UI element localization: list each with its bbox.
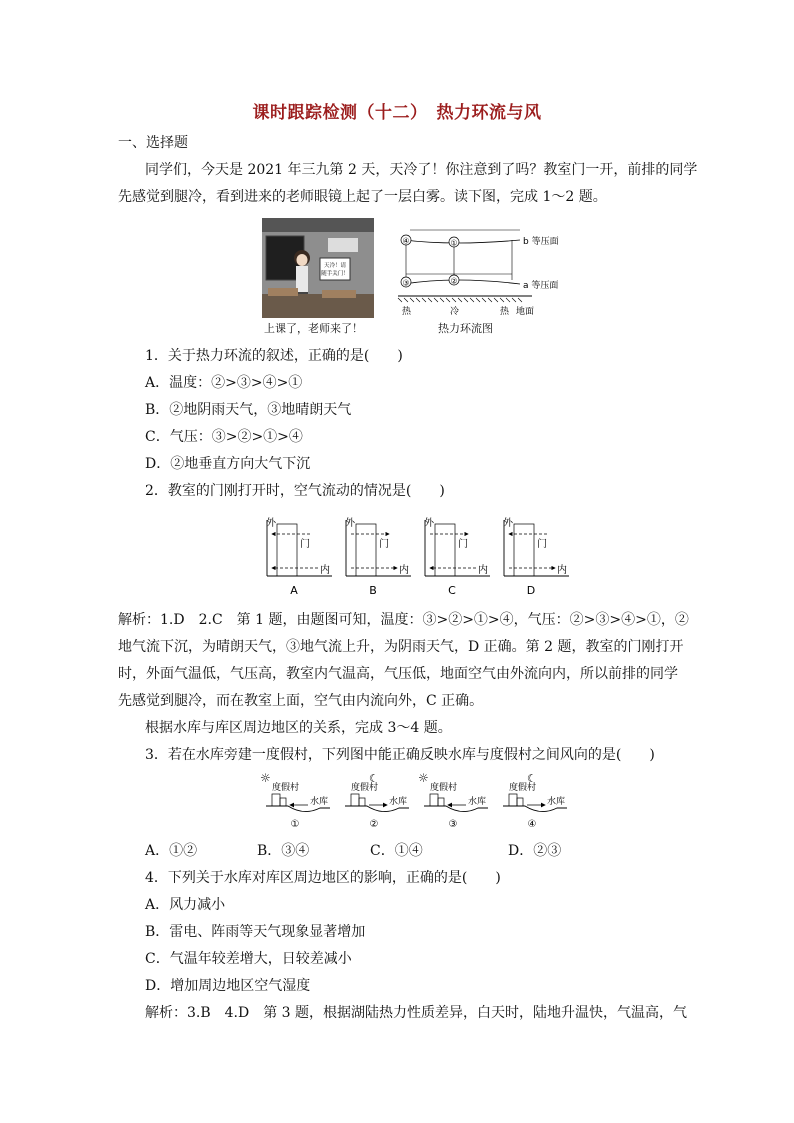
figure-1 (262, 218, 582, 338)
q3-option-b: B．③④ (257, 843, 310, 859)
figure-3 (258, 770, 578, 832)
analysis-1-line-4: 先感觉到腿冷，而在教室上面，空气由内流向外，C 正确。 (118, 693, 484, 709)
circle-3: ③ (402, 278, 410, 288)
q2-stem: 2．教室的门刚打开时，空气流动的情况是( ) (145, 483, 445, 499)
label-cold: 冷 (450, 307, 460, 317)
q1-option-d: D．②地垂直方向大气下沉 (145, 456, 311, 472)
q1-stem: 1．关于热力环流的叙述，正确的是( ) (145, 348, 403, 364)
label-door: 门 (537, 539, 547, 550)
diagram-letter: D (526, 584, 536, 597)
analysis-1-line-2: 地气流下沉，为晴朗天气，③地气流上升，为阴雨天气，D 正确。第 2 题，教室的门刚打开 (118, 639, 684, 655)
label-village: 度假村 (351, 783, 379, 793)
label-hot-2: 热 (500, 307, 510, 317)
circle-2: ② (450, 276, 458, 286)
label-reservoir: 水库 (389, 797, 408, 807)
label-reservoir: 水库 (310, 797, 329, 807)
label-door: 门 (379, 539, 389, 550)
sign-text-1: 天冷！请 (323, 263, 347, 269)
label-isobar-b: b 等压面 (523, 237, 559, 247)
q4-option-c: C．气温年较差增大，日较差减小 (145, 951, 352, 967)
label-inside: 内 (557, 565, 567, 576)
label-hot-1: 热 (402, 307, 412, 317)
building (509, 794, 517, 806)
sun-icon: ☼ (418, 771, 429, 785)
label-outside: 外 (503, 518, 513, 529)
diagram-number: ① (290, 819, 300, 830)
q4-option-b: B．雷电、阵雨等天气现象显著增加 (145, 924, 366, 940)
label-door: 门 (458, 539, 468, 550)
label-inside: 内 (399, 565, 409, 576)
q3-option-a: A．①② (145, 843, 198, 859)
label-village: 度假村 (509, 783, 537, 793)
analysis-2: 解析：3.B 4.D 第 3 题，根据湖陆热力性质差异，白天时，陆地升温快，气温高，气 (145, 1005, 688, 1021)
building (438, 798, 444, 806)
label-outside: 外 (424, 518, 434, 529)
building (359, 798, 365, 806)
building (430, 794, 438, 806)
q4-option-a: A．风力减小 (145, 897, 226, 913)
building (517, 798, 523, 806)
figure-2 (262, 512, 567, 600)
diagram-letter: C (448, 584, 456, 597)
q3-option-d: D．②③ (508, 843, 562, 859)
label-village: 度假村 (272, 783, 300, 793)
moon-icon: ☾ (527, 772, 537, 785)
sign-text-2: 随手关门！ (321, 271, 349, 277)
diagram-number: ③ (448, 819, 458, 830)
q3-stem: 3．若在水库旁建一度假村，下列图中能正确反映水库与度假村之间风向的是( ) (145, 747, 655, 763)
intro-line-2: 先感觉到腿冷，看到进来的老师眼镜上起了一层白雾。读下图，完成 1～2 题。 (118, 189, 607, 205)
label-inside: 内 (478, 565, 488, 576)
reservoir-wind-diagrams (258, 770, 578, 832)
label-ground: 地面 (516, 307, 535, 317)
circle-1: ① (450, 238, 458, 248)
section-heading: 一、选择题 (118, 135, 188, 151)
circle-4: ④ (402, 236, 410, 246)
building (351, 794, 359, 806)
label-reservoir: 水库 (468, 797, 487, 807)
diagram-letter: B (369, 584, 377, 597)
q4-stem: 4．下列关于水库对库区周边地区的影响，正确的是( ) (145, 870, 501, 886)
label-inside: 内 (320, 565, 330, 576)
label-village: 度假村 (430, 783, 458, 793)
building (280, 798, 286, 806)
classroom-photo (262, 218, 374, 318)
intro-line-1: 同学们，今天是 2021 年三九第 2 天，天冷了！你注意到了吗？教室门一开，前排的同学 (145, 162, 698, 178)
q3-option-c: C．①④ (370, 843, 423, 859)
diagram-letter: A (290, 584, 298, 597)
sun-icon: ☼ (260, 771, 271, 785)
intro-2: 根据水库与库区周边地区的关系，完成 3～4 题。 (145, 720, 452, 736)
label-door: 门 (300, 539, 310, 550)
q1-option-b: B．②地阴雨天气，③地晴朗天气 (145, 402, 352, 418)
moon-icon: ☾ (369, 772, 379, 785)
diagram-caption: 热力环流图 (438, 322, 493, 335)
page-title: 课时跟踪检测（十二） 热力环流与风 (252, 103, 542, 123)
analysis-1-line-3: 时，外面气温低，气压高，教室内气温高，气压低，地面空气由外流向内，所以前排的同学 (118, 666, 678, 682)
label-outside: 外 (266, 518, 276, 529)
diagram-number: ④ (527, 819, 537, 830)
label-reservoir: 水库 (547, 797, 566, 807)
q1-option-a: A．温度：②>③>④>① (145, 375, 303, 391)
label-outside: 外 (345, 518, 355, 529)
diagram-number: ② (369, 819, 379, 830)
analysis-1-line-1: 解析：1.D 2.C 第 1 题，由题图可知，温度：③>②>①>④，气压：②>③>④>①，② (118, 612, 689, 628)
door-airflow-diagrams (262, 512, 567, 600)
thermal-circulation-diagram (392, 218, 592, 318)
label-isobar-a: a 等压面 (523, 281, 559, 291)
q1-option-c: C．气压：③>②>①>④ (145, 429, 303, 445)
q4-option-d: D．增加周边地区空气湿度 (145, 978, 311, 994)
building (272, 794, 280, 806)
photo-caption: 上课了，老师来了！ (264, 322, 363, 335)
